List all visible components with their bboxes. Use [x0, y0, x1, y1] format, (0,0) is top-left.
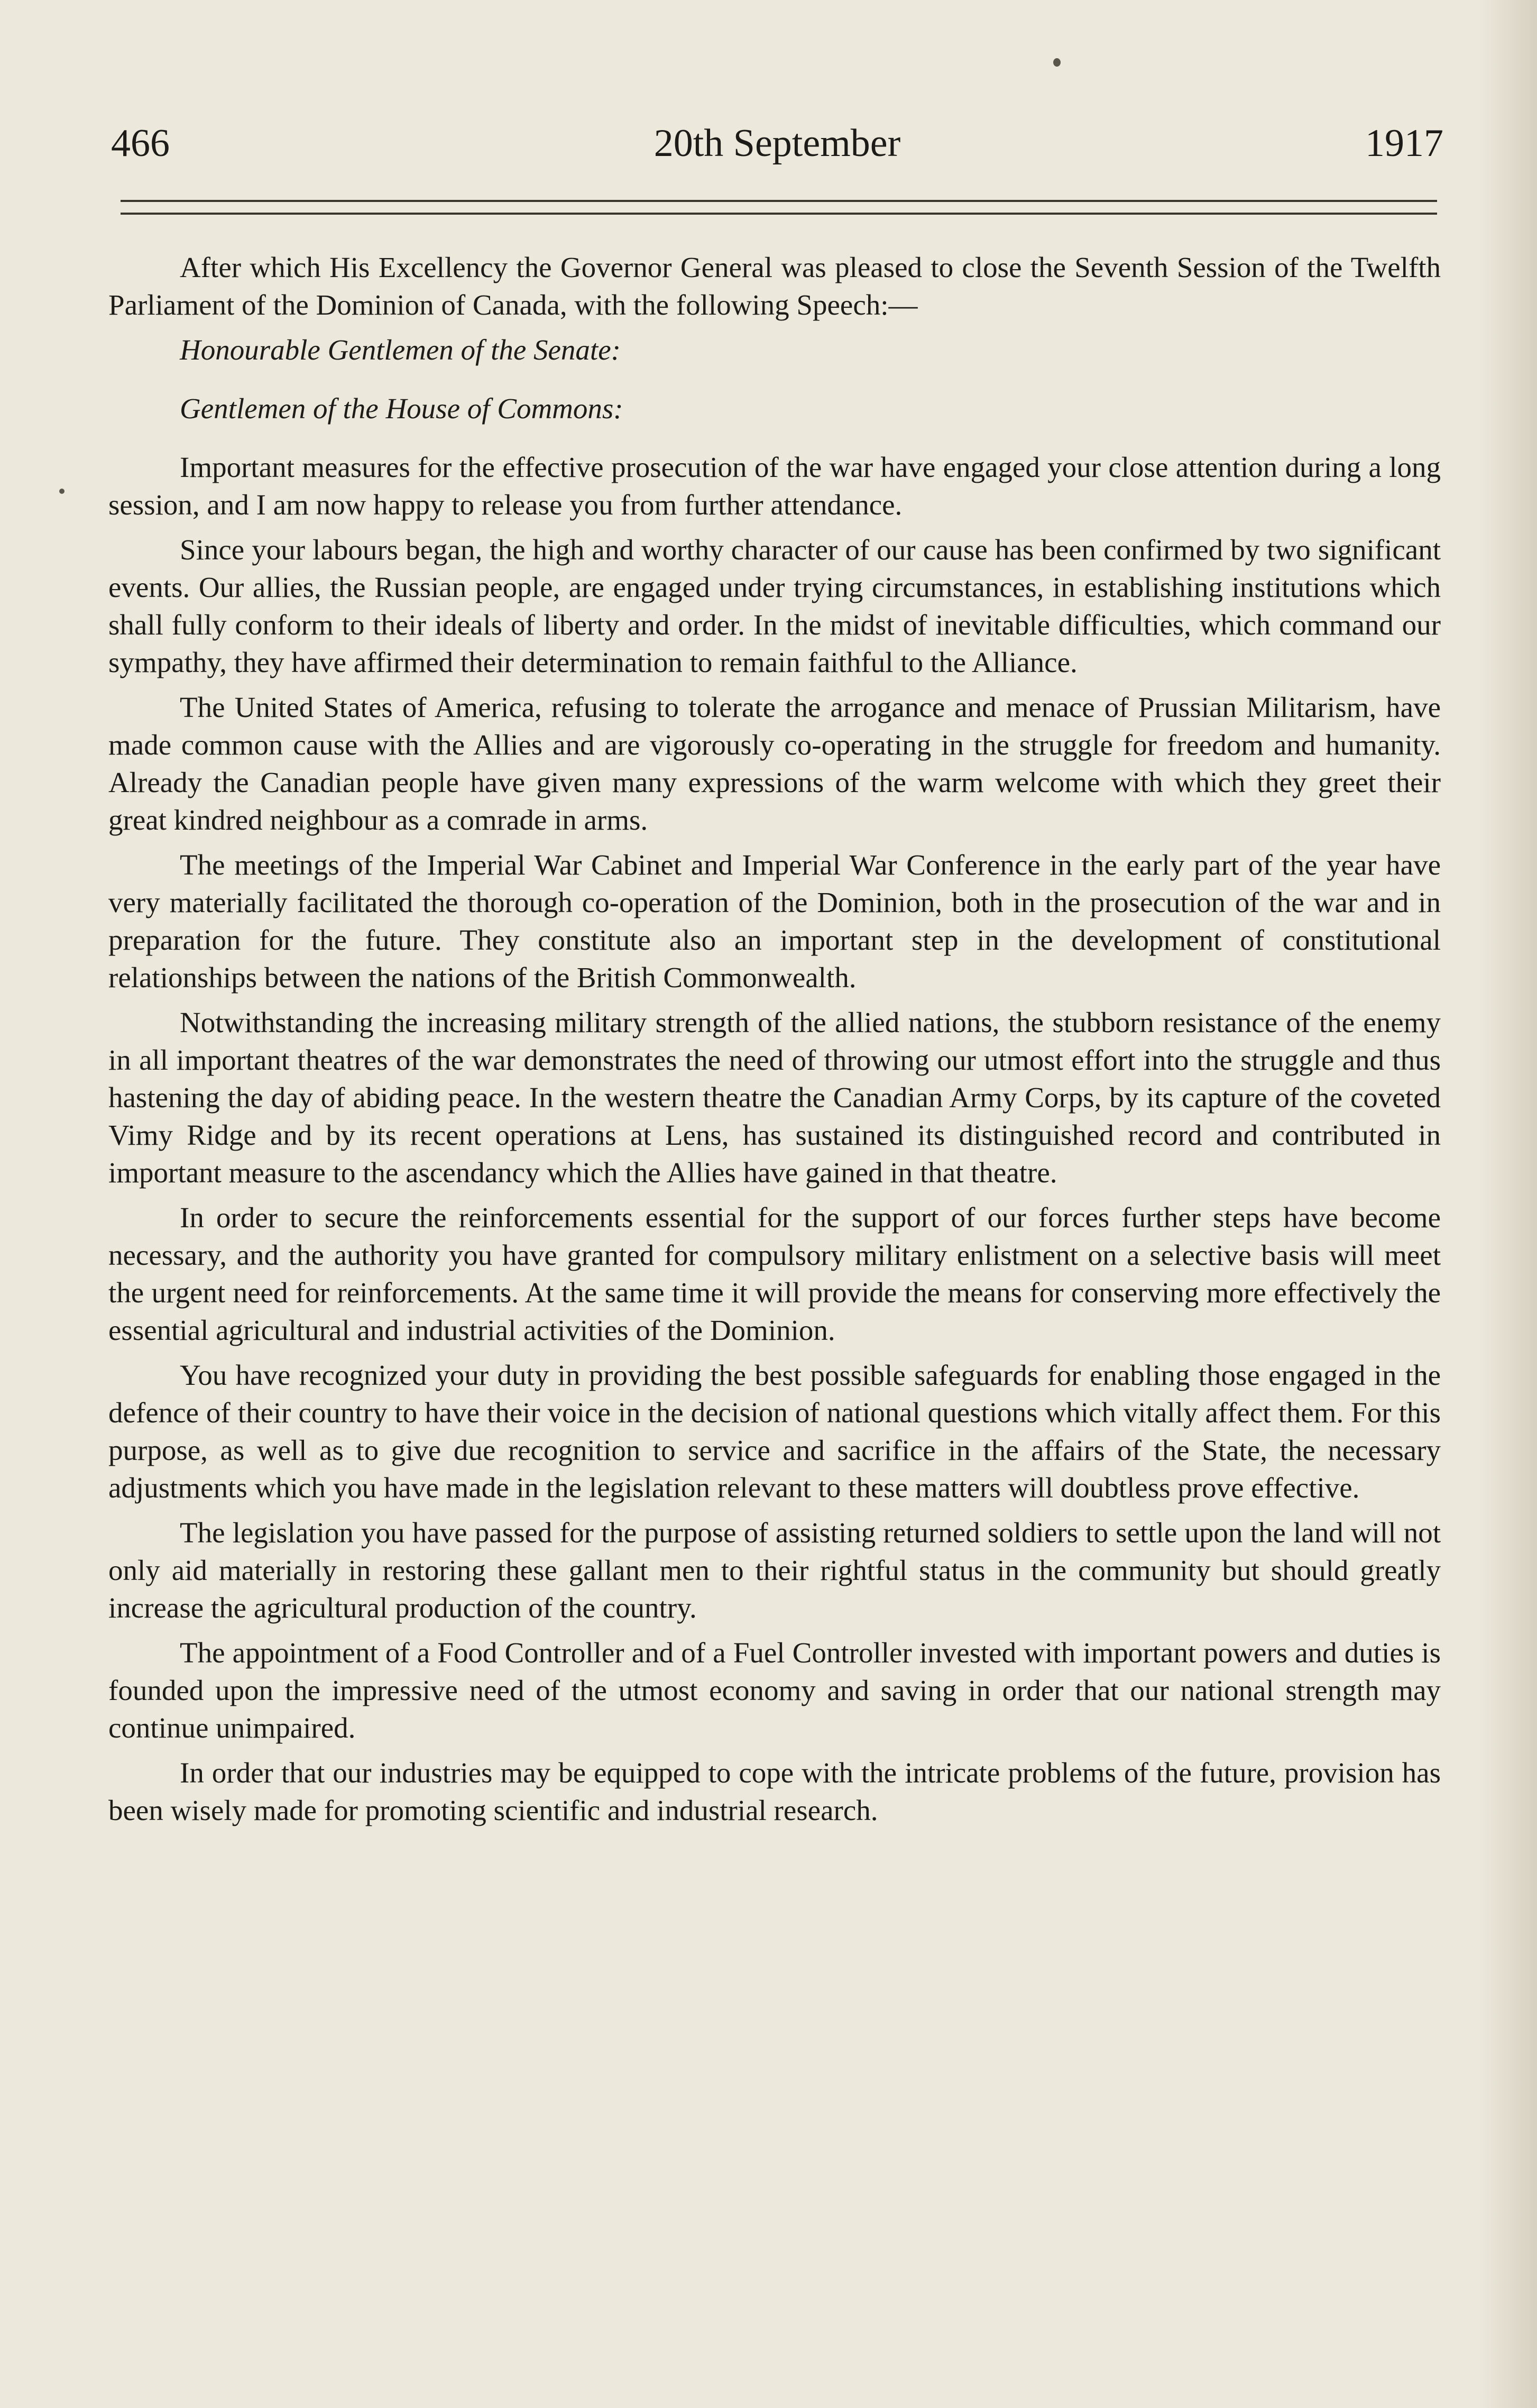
paragraph-8: The legislation you have passed for the purpose of assisting returned soldiers to settle upon the land will not only aid materially in restoring these gallant men to their rightful status in the community but should greatly increase the agricultural production of the country. — [108, 1517, 1441, 1624]
intro-paragraph: After which His Excellency the Governor General was pleased to close the Seventh Session of the Twelfth Parliament of the Dominion of Canada, with the following Speech:— — [108, 251, 1441, 321]
paragraph-5: Notwithstanding the increasing military strength of the allied nations, the stubborn resistance of the enemy in all important theatres of the war demonstrates the need of throwing our utmost effort into the struggle and thus hastening the day of abiding peace. In the western theatre the Canadian Army Corps, by its capture of the coveted Vimy Ridge and by its recent operations at Lens, has sustained its distinguished record and contributed in important measure to the ascendancy which the Allies have gained in that theatre. — [108, 1006, 1441, 1189]
paragraph-6: In order to secure the reinforcements essential for the support of our forces further steps have become necessary, and the authority you have granted for compulsory military enlistment on a selective basis will meet the urgent need for reinforcements. At the same time it will provide the means for conserving more effectively the essential agricultural and industrial activities of the Dominion. — [108, 1201, 1441, 1346]
header-date: 20th September — [654, 122, 901, 165]
page-edge-shadow — [1479, 0, 1537, 2408]
page-header — [111, 114, 1443, 172]
paragraph-2: Since your labours began, the high and worthy character of our cause has been confirmed by two significant events. Our allies, the Russian people, are engaged under trying circumstances, in establishing institutions which shall fully conform to their ideals of liberty and order. In the midst of inevitable difficulties, which command our sympathy, they have affirmed their determination to remain faithful to the Alliance. — [108, 534, 1441, 678]
address-senate: Honourable Gentlemen of the Senate: — [180, 334, 621, 366]
header-year: 1917 — [1365, 122, 1443, 165]
page-number: 466 — [111, 122, 170, 165]
paragraph-9: The appointment of a Food Controller and of a Fuel Controller invested with important powers and duties is founded upon the impressive need of the utmost economy and saving in order that our national strength may continue unimpaired. — [108, 1637, 1441, 1744]
speech-text — [108, 249, 1441, 1836]
paragraph-3: The United States of America, refusing to tolerate the arrogance and menace of Prussian Militarism, have made common cause with the Allies and are vigorously co-operating in the struggle for freedom and humanity. Already the Canadian people have given many expressions of the warm welcome with which they greet their great kindred neighbour as a comrade in arms. — [108, 691, 1441, 836]
ink-speck-top — [1053, 58, 1061, 67]
header-double-rule — [121, 200, 1437, 219]
ink-speck-left — [59, 489, 65, 494]
address-commons: Gentlemen of the House of Commons: — [180, 392, 623, 425]
paragraph-4: The meetings of the Imperial War Cabinet and Imperial War Conference in the early part of the year have very materially facilitated the thorough co-operation of the Dominion, both in the prosecution of the war and in preparation for the future. They constitute also an important step in the development of constitutional relationships between the nations of the British Commonwealth. — [108, 849, 1441, 994]
rule-bottom — [121, 213, 1437, 215]
paragraph-10: In order that our industries may be equipped to cope with the intricate problems of the future, provision has been wisely made for promoting scientific and industrial research. — [108, 1757, 1441, 1826]
paragraph-1: Important measures for the effective prosecution of the war have engaged your close attention during a long session, and I am now happy to release you from further attendance. — [108, 451, 1441, 521]
rule-top — [121, 200, 1437, 202]
paragraph-7: You have recognized your duty in providing the best possible safeguards for enabling those engaged in the defence of their country to have their voice in the decision of national questions which vitally affect them. For this purpose, as well as to give due recognition to service and sacrifice in the affairs of the State, the necessary adjustments which you have made in the legislation relevant to these matters will doubtless prove effective. — [108, 1359, 1441, 1504]
